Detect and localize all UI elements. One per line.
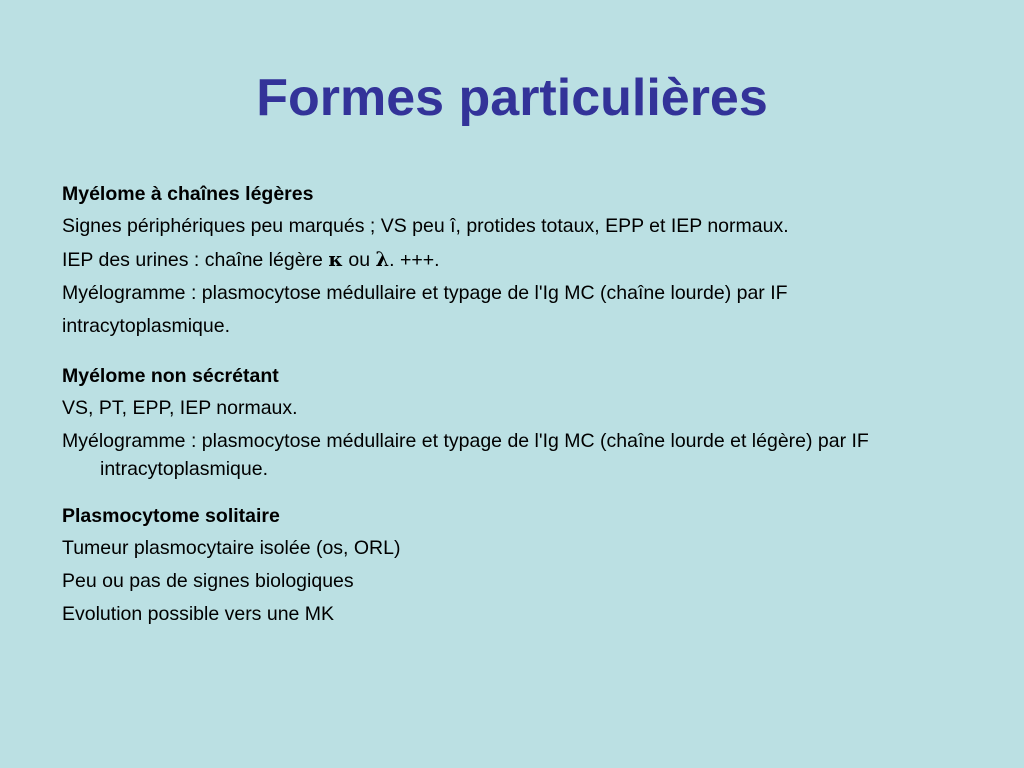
text-fragment: IEP des urines : chaîne légère xyxy=(62,249,329,271)
text-line: Tumeur plasmocytaire isolée (os, ORL) xyxy=(62,537,401,559)
section-heading: Plasmocytome solitaire xyxy=(62,505,280,527)
text-line: Evolution possible vers une MK xyxy=(62,603,335,625)
text-line: Myélogramme : plasmocytose médullaire et typage de l'Ig MC (chaîne lourde) par IF xyxy=(62,282,788,304)
text-line: Signes périphériques peu marqués ; VS peu î, protides totaux, EPP et IEP normaux. xyxy=(62,215,789,237)
kappa-symbol: κ xyxy=(328,248,343,271)
slide-title: Formes particulières xyxy=(256,69,768,127)
text-line: Myélogramme : plasmocytose médullaire et typage de l'Ig MC (chaîne lourde et légère) par IF intracytoplasmique. xyxy=(62,430,869,480)
lambda-symbol: λ xyxy=(375,248,390,271)
text-fragment: ou xyxy=(342,249,376,271)
section-heading: Myélome non sécrétant xyxy=(62,365,279,387)
section-solitary-plasmacytoma xyxy=(62,500,982,631)
text-line xyxy=(62,243,982,277)
text-line: intracytoplasmique. xyxy=(62,315,230,337)
text-line: VS, PT, EPP, IEP normaux. xyxy=(62,397,298,419)
section-heading: Myélome à chaînes légères xyxy=(62,183,314,205)
section-light-chain-myeloma xyxy=(62,178,982,343)
text-line: Peu ou pas de signes biologiques xyxy=(62,570,354,592)
section-non-secreting-myeloma xyxy=(62,360,982,483)
slide-body xyxy=(62,178,982,648)
text-fragment: . +++. xyxy=(389,249,440,271)
